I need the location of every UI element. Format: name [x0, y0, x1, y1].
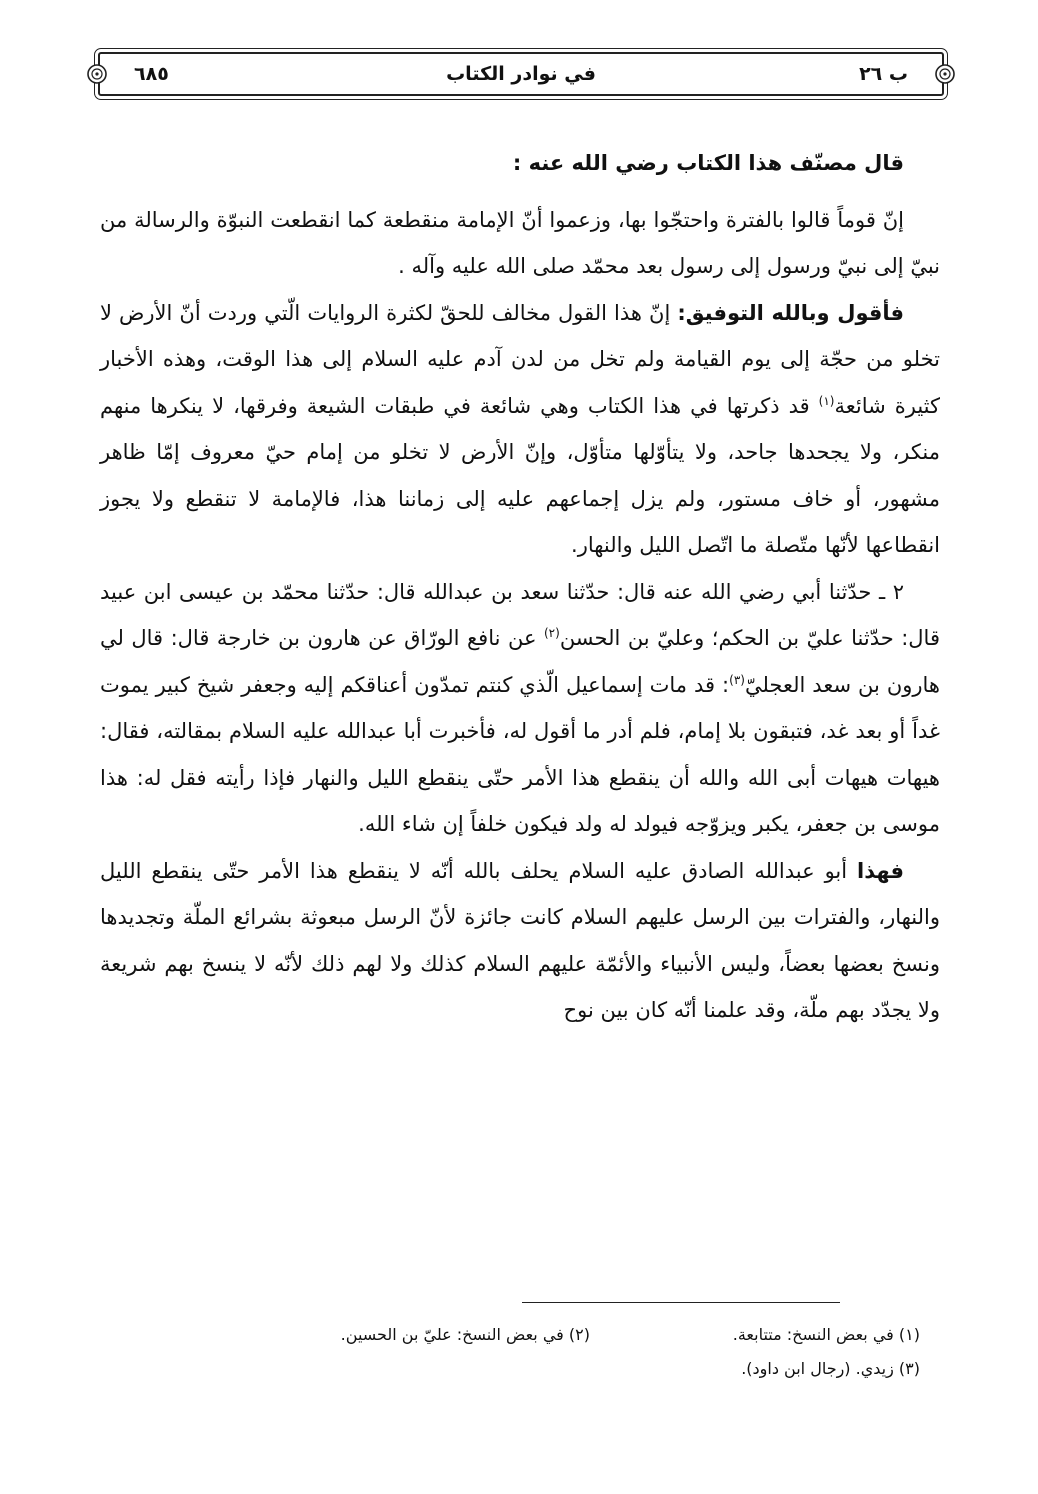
paragraph-3-text-c: : قد مات إسماعيل الّذي كنتم تمدّون أعناقكم إليه وجعفر شيخ كبير يموت غداً أو بعد غد، فتبقون بلا إمام، فلم أدر ما أقول له، فأخبرت أبا عبدالله عليه السلام بمقالته، فقال: هيهات هيهات أبى الله والله أن ينقطع هذا الأمر حتّى ينقطع الليل والنهار فإذا رأيته فقل له: هذا موسى بن جعفر، يكبر ويزوّجه فيولد له ولد فيكون خلفاً إن شاء الله.	[100, 672, 940, 836]
paragraph-2	[100, 290, 940, 569]
paragraph-2-text-a: إنّ هذا القول مخالف للحقّ لكثرة الروايات الّتي وردت أنّ الأرض لا تخلو من حجّة إلى يوم القيامة ولم تخل من لدن آدم عليه السلام إلى هذا الوقت، وهذه الأخبار كثيرة شائعة	[100, 300, 940, 418]
paragraph-3-text-a: ٢ ـ حدّثنا أبي رضي الله عنه قال: حدّثنا سعد بن عبدالله قال: حدّثنا محمّد بن عيسى ابن عبيد قال: حدّثنا عليّ بن الحكم؛ وعليّ بن الحسن	[100, 579, 940, 650]
footnotes	[100, 1318, 920, 1386]
footnote-ref-1: (١)	[818, 393, 835, 408]
main-text	[100, 140, 940, 1034]
paragraph-3	[100, 569, 940, 848]
footnote-3: (٣) زيدي. (رجال ابن داود).	[741, 1359, 920, 1378]
footnote-row	[100, 1352, 920, 1386]
footnote-ref-3: (٣)	[729, 672, 745, 687]
section-heading: قال مصنّف هذا الكتاب رضي الله عنه :	[512, 151, 904, 175]
header-ornament-right-icon	[934, 63, 956, 85]
paragraph-3-text-b: عن نافع الورّاق عن هارون بن خارجة قال: قال لي هارون بن سعد العجليّ	[100, 626, 940, 697]
paragraph-1: إنّ قوماً قالوا بالفترة واحتجّوا بها، وزعموا أنّ الإمامة منقطعة كما انقطعت النبوّة والرسالة من نبيّ إلى نبيّ ورسول إلى رسول بعد محمّد صلى الله عليه وآله .	[100, 207, 940, 278]
footnote-1: (١) في بعض النسخ: متتابعة.	[732, 1325, 920, 1344]
paragraph-4-text: أبو عبدالله الصادق عليه السلام يحلف بالله أنّه لا ينقطع هذا الأمر حتّى ينقطع الليل والنهار، والفترات بين الرسل عليهم السلام كانت جائزة لأنّ الرسل مبعوثة بشرائع الملّة وتجديدها ونسخ بعضها بعضاً، وليس الأنبياء والأئمّة عليهم السلام كذلك ولا لهم ذلك لأنّه لا ينسخ بهم شريعة ولا يجدّد بهم ملّة، وقد علمنا أنّه كان بين نوح	[100, 858, 940, 1022]
paragraph-4	[100, 848, 940, 1034]
paragraph-2-text-b: قد ذكرتها في هذا الكتاب وهي شائعة في طبقات الشيعة وفرقها، لا ينكرها منهم منكر، ولا يجحدها جاحد، ولا يتأوّلها متأوّل، وإنّ الأرض لا تخلو من إمام حيّ معروف إمّا ظاهر مشهور، أو خاف مستور، ولم يزل إجماعهم عليه إلى زماننا هذا، فالإمامة لا تنقطع ولا يجوز انقطاعها لأنّها متّصلة ما اتّصل الليل والنهار.	[100, 393, 940, 557]
header-title: في نوادر الكتاب	[446, 63, 596, 85]
paragraph-4-lead: فهذا	[857, 858, 904, 883]
page-number: ٦٨٥	[134, 63, 169, 85]
page-header	[98, 52, 944, 96]
footnote-2: (٢) في بعض النسخ: عليّ بن الحسين.	[340, 1325, 590, 1344]
header-section: ب ٢٦	[859, 63, 908, 85]
footnote-separator	[522, 1302, 840, 1303]
footnote-row	[100, 1318, 920, 1352]
footnote-ref-2: (٢)	[543, 626, 560, 640]
paragraph-2-lead: فأقول وبالله التوفيق:	[677, 300, 905, 325]
header-ornament-left-icon	[86, 63, 108, 85]
